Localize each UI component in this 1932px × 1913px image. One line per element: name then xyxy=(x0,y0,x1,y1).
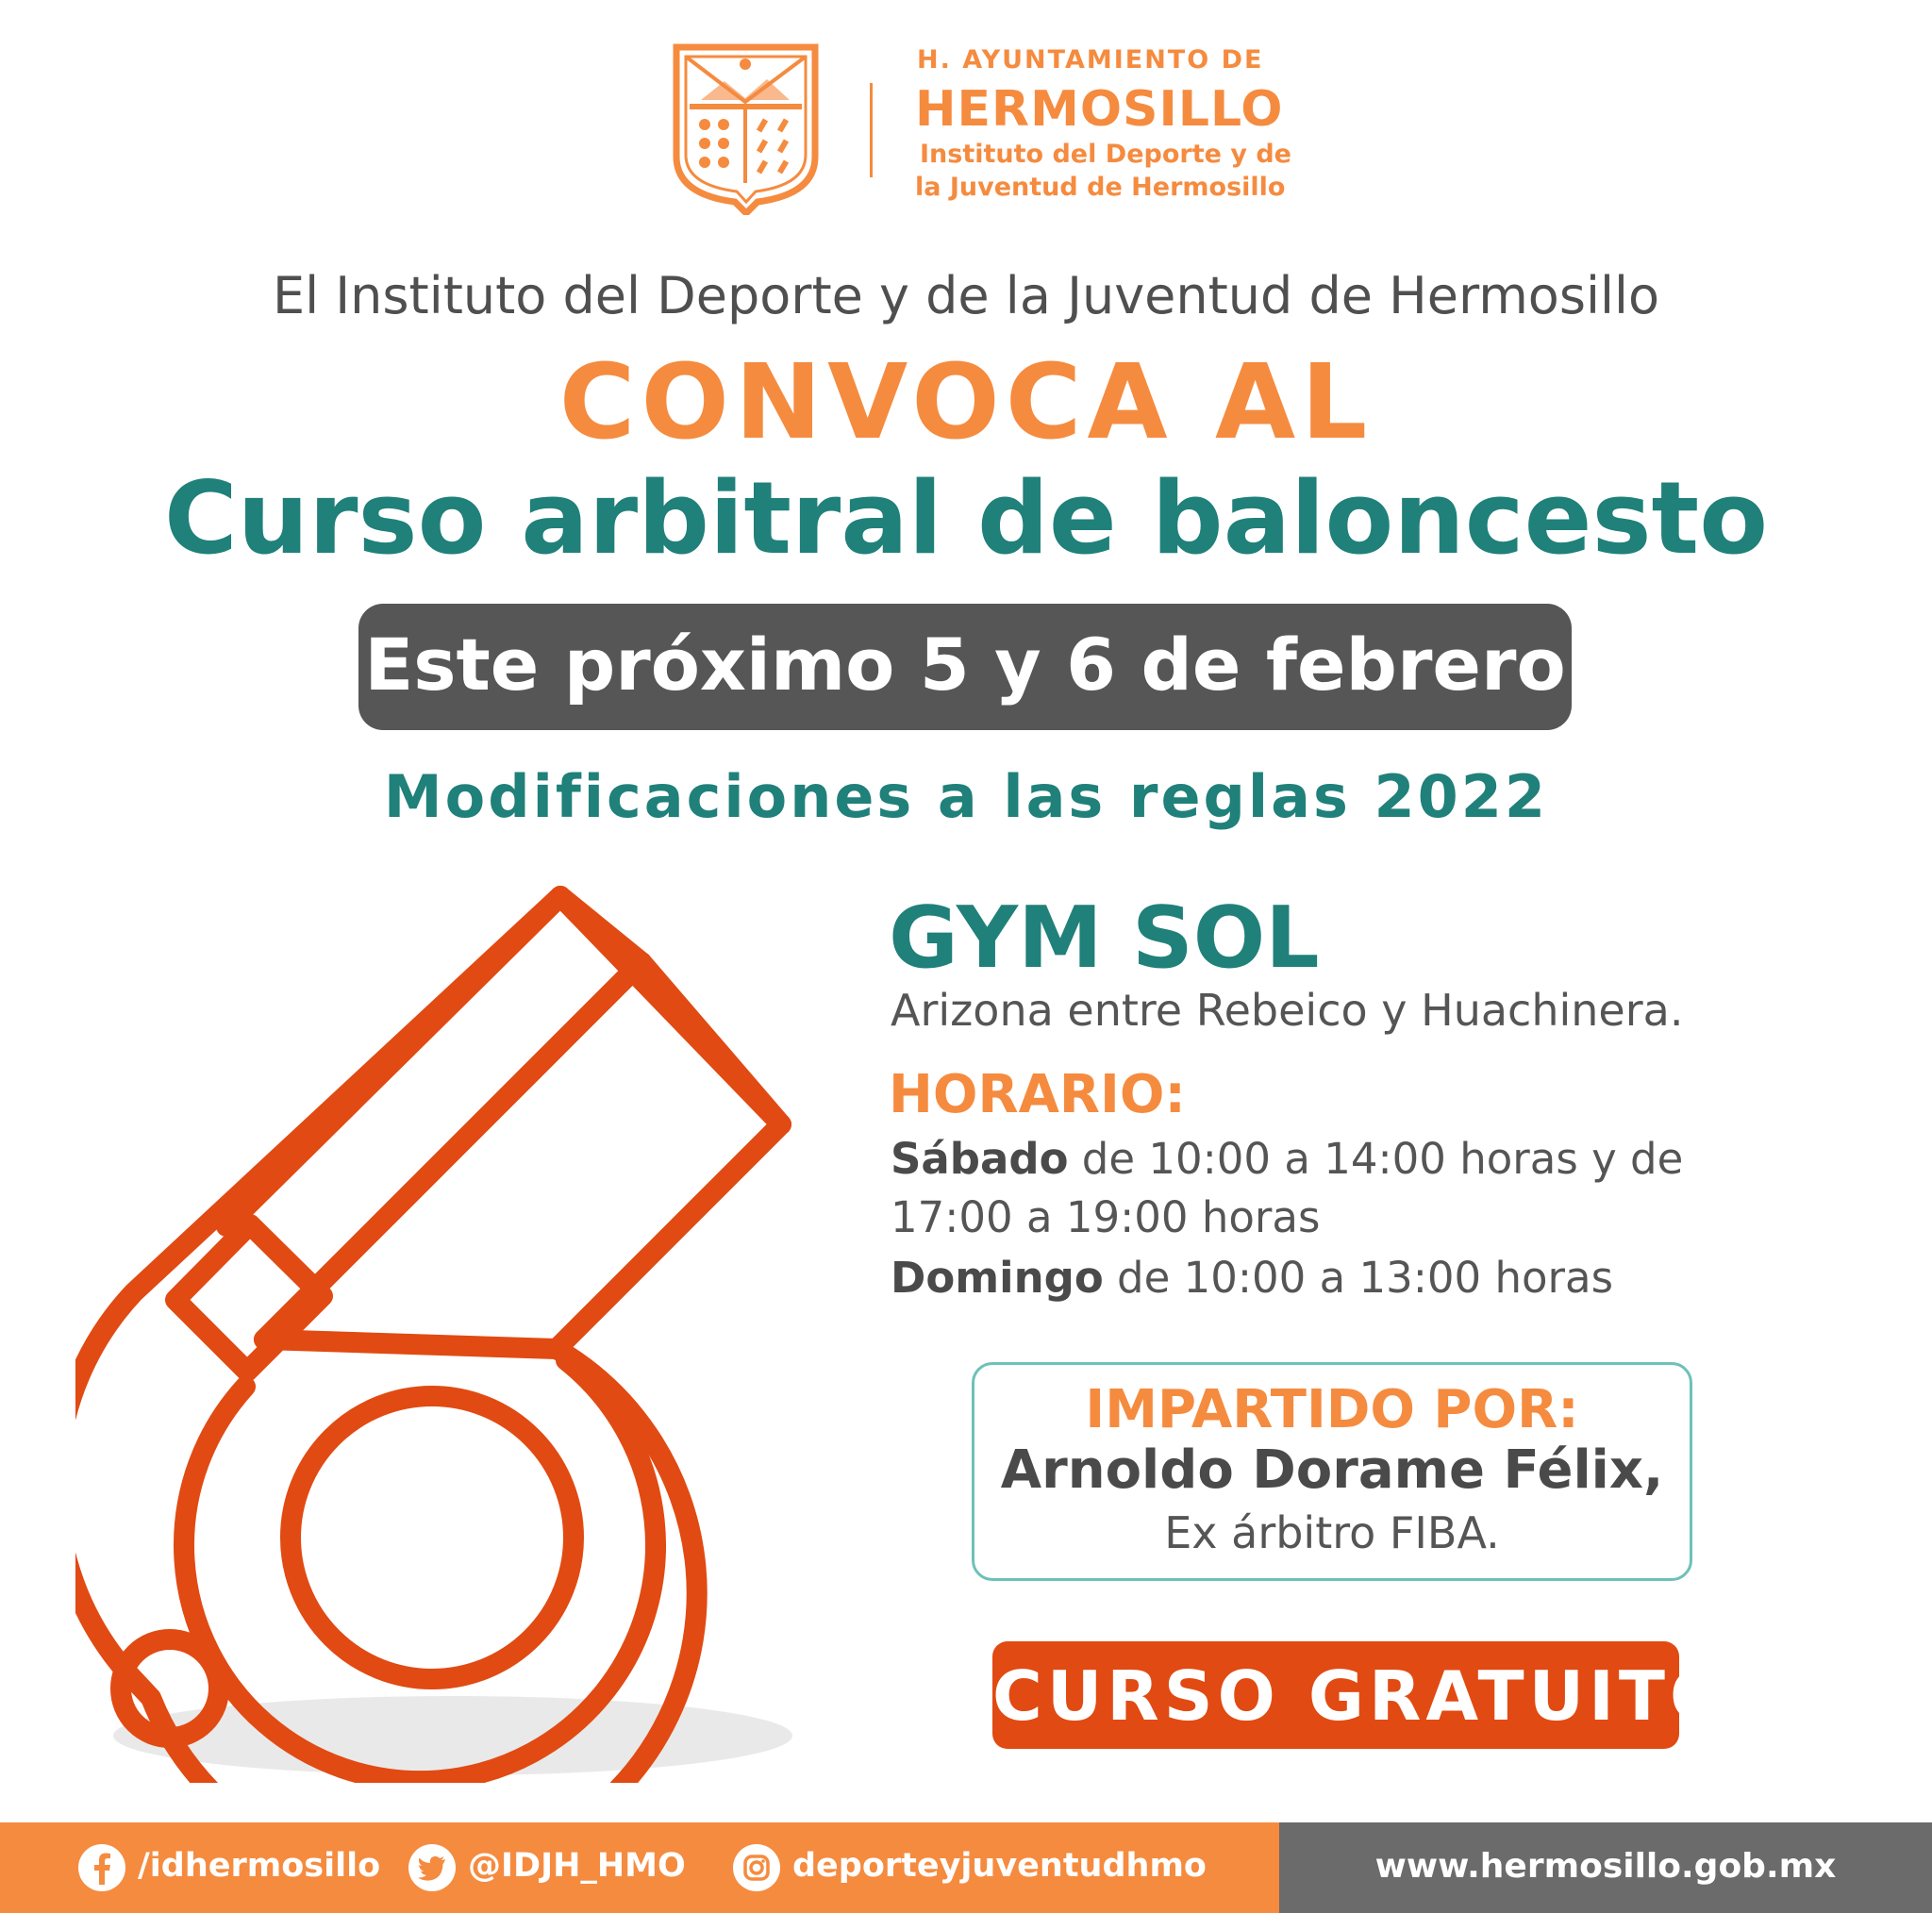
saturday-hours: de 10:00 a 14:00 horas y de xyxy=(1068,1134,1684,1184)
convoca-heading: CONVOCA AL xyxy=(558,341,1374,462)
org-name-line1: H. AYUNTAMIENTO DE xyxy=(917,45,1264,75)
schedule-title: HORARIO: xyxy=(889,1064,1186,1125)
instructor-name: Arnoldo Dorame Félix, xyxy=(1000,1439,1664,1501)
org-name-line3: Instituto del Deporte y de xyxy=(920,140,1291,169)
instructor-role: Ex árbitro FIBA. xyxy=(1164,1507,1500,1558)
whistle-icon xyxy=(75,877,830,1783)
rules-subtitle: Modificaciones a las reglas 2022 xyxy=(383,762,1549,831)
sunday-label: Domingo xyxy=(891,1253,1104,1303)
intro-text: El Instituto del Deporte y de la Juventud de Hermosillo xyxy=(272,266,1660,325)
municipal-crest-icon xyxy=(673,43,819,215)
org-name-line4: la Juventud de Hermosillo xyxy=(915,173,1286,202)
free-course-label: CURSO GRATUITO xyxy=(992,1656,1733,1736)
instagram-icon[interactable] xyxy=(732,1843,781,1892)
course-title: Curso arbitral de baloncesto xyxy=(163,460,1769,576)
facebook-icon[interactable] xyxy=(77,1843,126,1892)
schedule-saturday-line1 xyxy=(891,1134,1683,1184)
schedule-sunday xyxy=(891,1253,1613,1303)
instructor-label: IMPARTIDO POR: xyxy=(1085,1379,1579,1440)
twitter-icon[interactable] xyxy=(408,1843,457,1892)
instagram-handle[interactable]: deporteyjuventudhmo xyxy=(792,1847,1207,1885)
twitter-handle[interactable]: @IDJH_HMO xyxy=(468,1847,686,1885)
sunday-hours: de 10:00 a 13:00 horas xyxy=(1103,1253,1614,1303)
venue-address: Arizona entre Rebeico y Huachinera. xyxy=(891,985,1684,1036)
saturday-label: Sábado xyxy=(891,1134,1069,1184)
website-link[interactable]: www.hermosillo.gob.mx xyxy=(1374,1847,1837,1886)
date-text: Este próximo 5 y 6 de febrero xyxy=(364,623,1566,707)
header-divider xyxy=(870,83,873,177)
facebook-handle[interactable]: /idhermosillo xyxy=(138,1847,381,1885)
venue-name: GYM SOL xyxy=(889,889,1320,988)
schedule-saturday-line2: 17:00 a 19:00 horas xyxy=(891,1192,1321,1242)
org-name-line2: HERMOSILLO xyxy=(915,81,1284,138)
